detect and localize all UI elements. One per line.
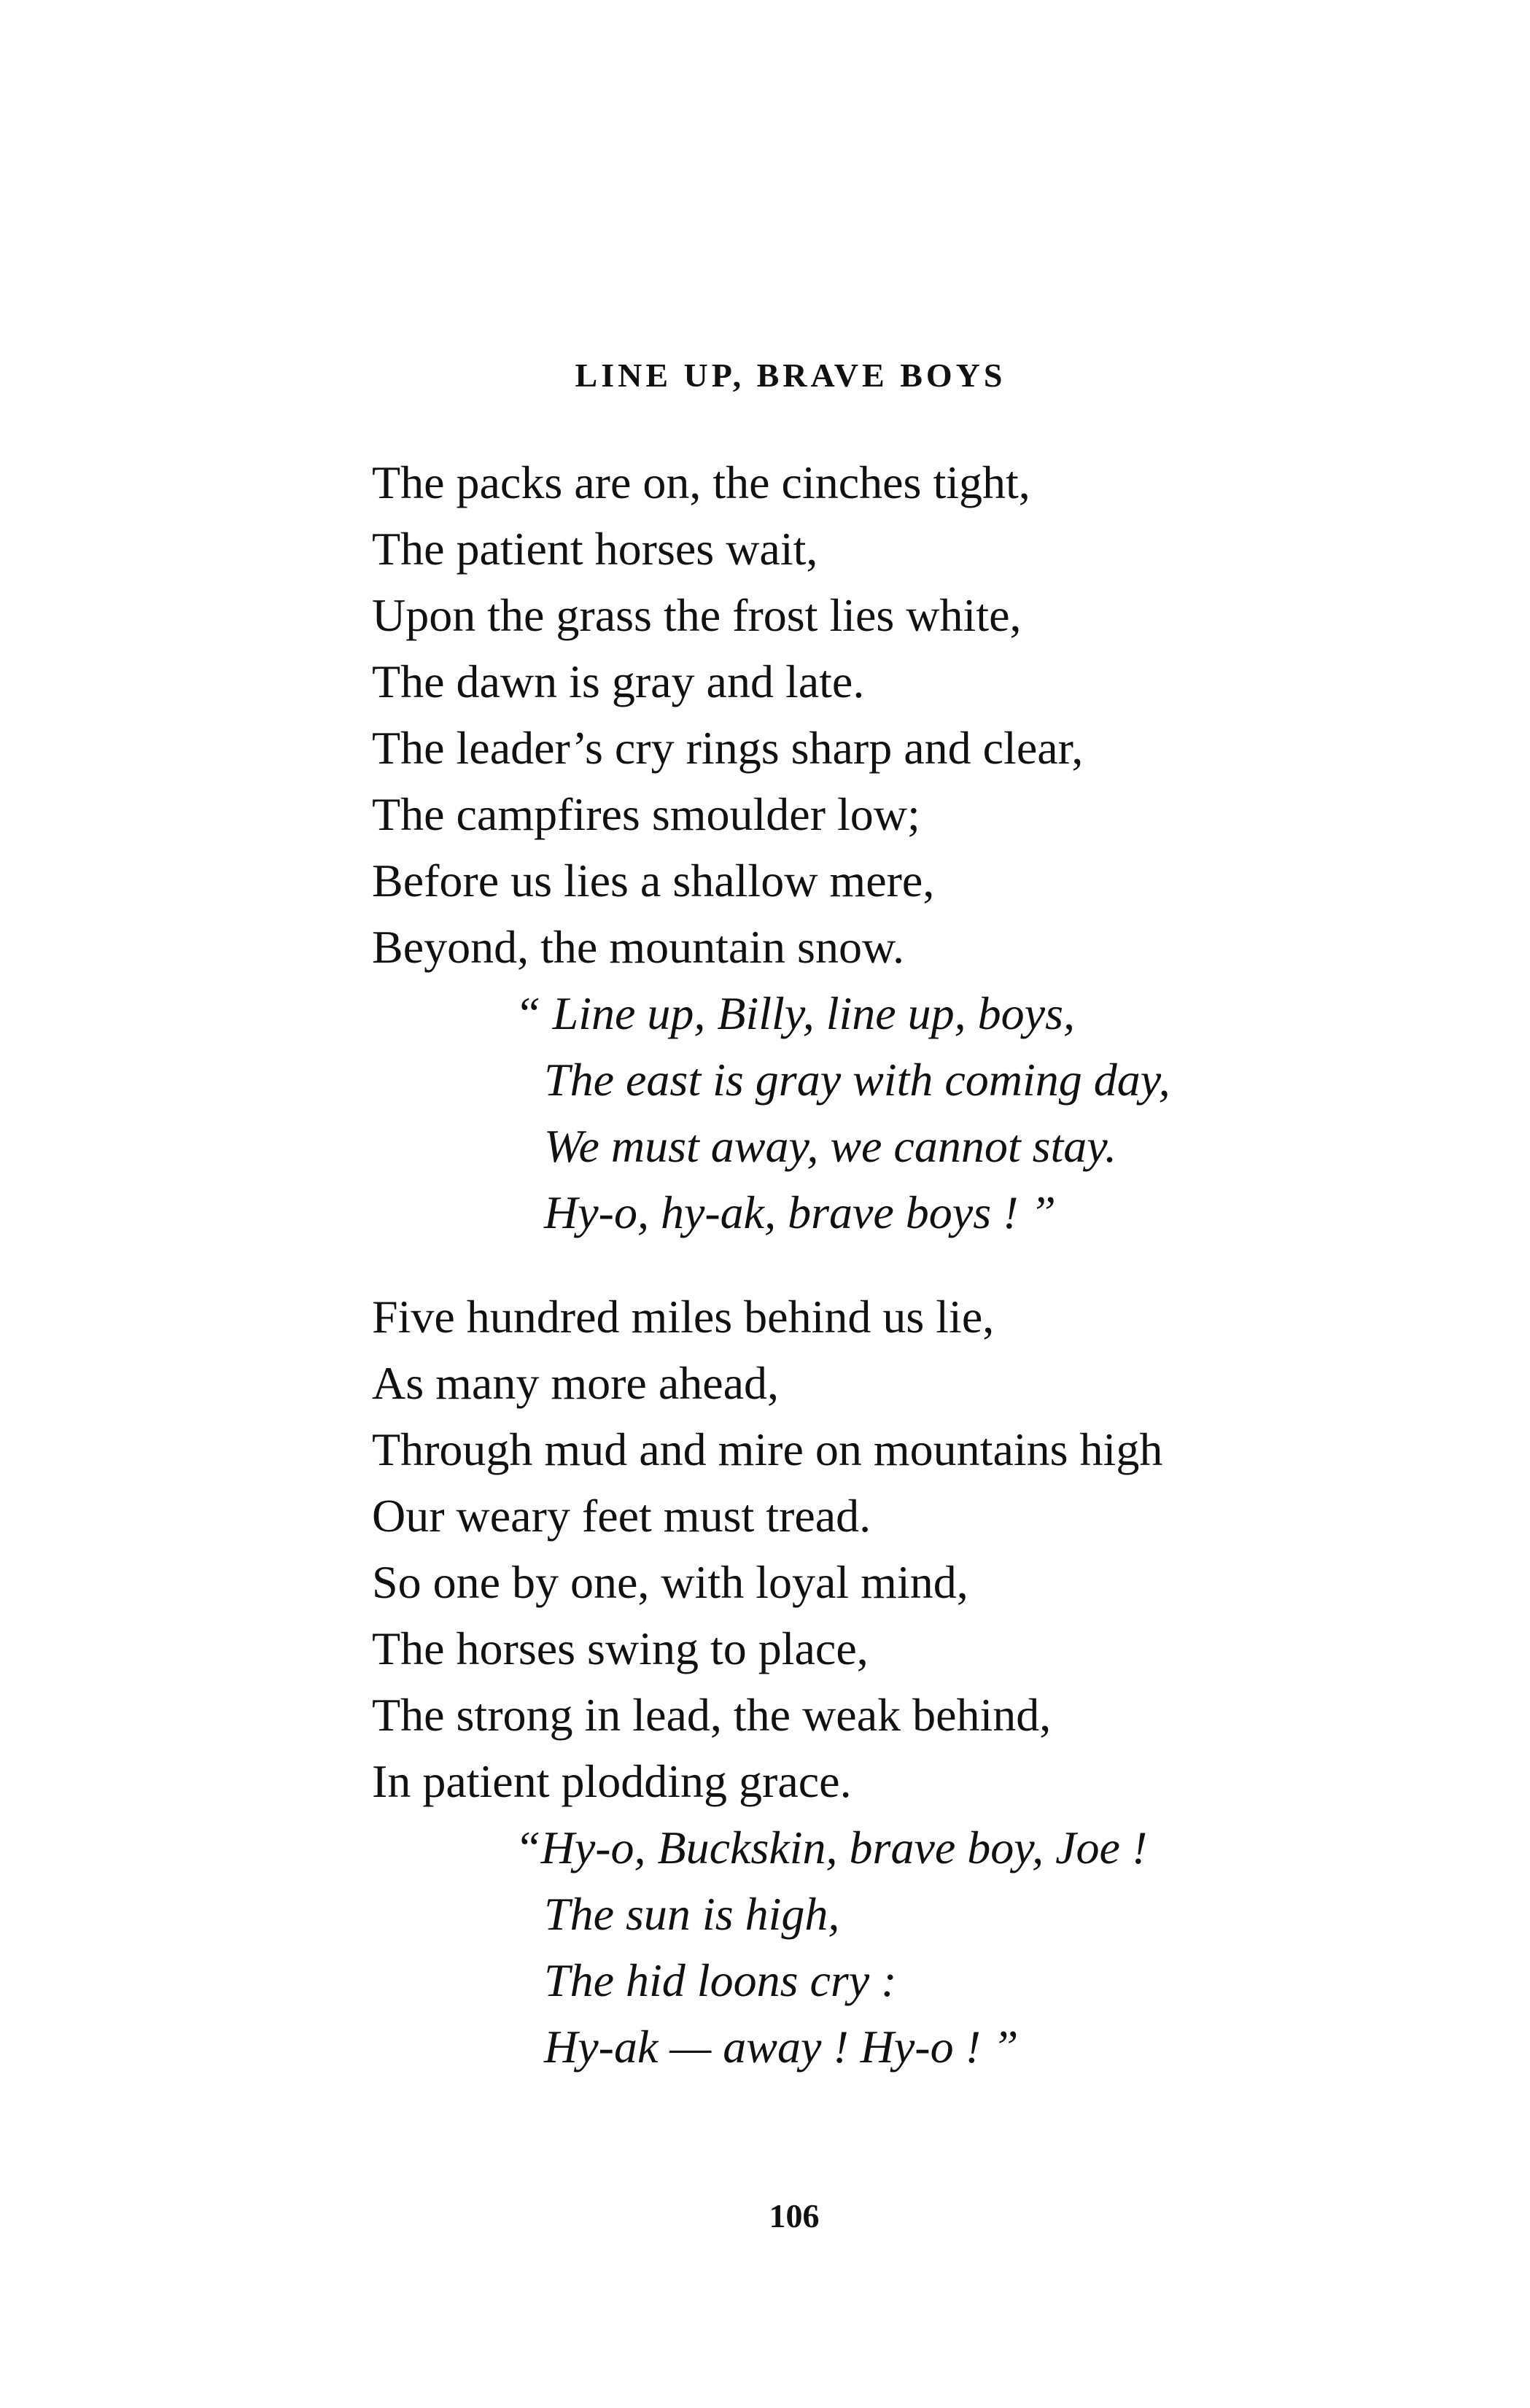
verse-line: Upon the grass the frost lies white,	[372, 589, 1022, 641]
refrain-2	[515, 1814, 1162, 2080]
verse-line: The strong in lead, the weak behind,	[372, 1689, 1052, 1741]
verse-line: The campfires smoulder low;	[372, 788, 920, 840]
refrain-1	[515, 980, 1170, 1246]
stanza-2	[372, 1283, 1162, 2080]
refrain-line: Hy-ak — away ! Hy-o ! ”	[544, 2021, 1019, 2073]
verse-line: Five hundred miles behind us lie,	[372, 1291, 995, 1343]
verse-line: So one by one, with loyal mind,	[372, 1556, 968, 1608]
verse-line: Our weary feet must tread.	[372, 1490, 871, 1542]
refrain-line: The east is gray with coming day,	[544, 1054, 1170, 1106]
verse-line: The packs are on, the cinches tight,	[372, 457, 1030, 508]
verse-line: Through mud and mire on mountains high	[372, 1424, 1163, 1475]
verse-line: Before us lies a shallow mere,	[372, 855, 935, 906]
refrain-line: “ Line up, Billy, line up, boys,	[515, 987, 1075, 1039]
verse-line: The dawn is gray and late.	[372, 656, 865, 707]
refrain-line: We must away, we cannot stay.	[544, 1120, 1117, 1172]
verse-line: The leader’s cry rings sharp and clear,	[372, 722, 1084, 774]
verse-line: The horses swing to place,	[372, 1623, 869, 1674]
verse-line: The patient horses wait,	[372, 523, 818, 575]
refrain-line: The hid loons cry :	[544, 1954, 897, 2006]
page-number: 106	[769, 2197, 820, 2234]
poem-title: LINE UP, BRAVE BOYS	[575, 357, 1006, 394]
refrain-line: Hy-o, hy-ak, brave boys ! ”	[544, 1186, 1056, 1238]
refrain-line: “Hy-o, Buckskin, brave boy, Joe !	[515, 1822, 1148, 1873]
stanza-1	[372, 449, 1170, 1246]
verse-line: Beyond, the mountain snow.	[372, 921, 904, 973]
verse-line: In patient plodding grace.	[372, 1755, 852, 1807]
refrain-line: The sun is high,	[544, 1888, 840, 1940]
verse-line: As many more ahead,	[372, 1357, 780, 1409]
